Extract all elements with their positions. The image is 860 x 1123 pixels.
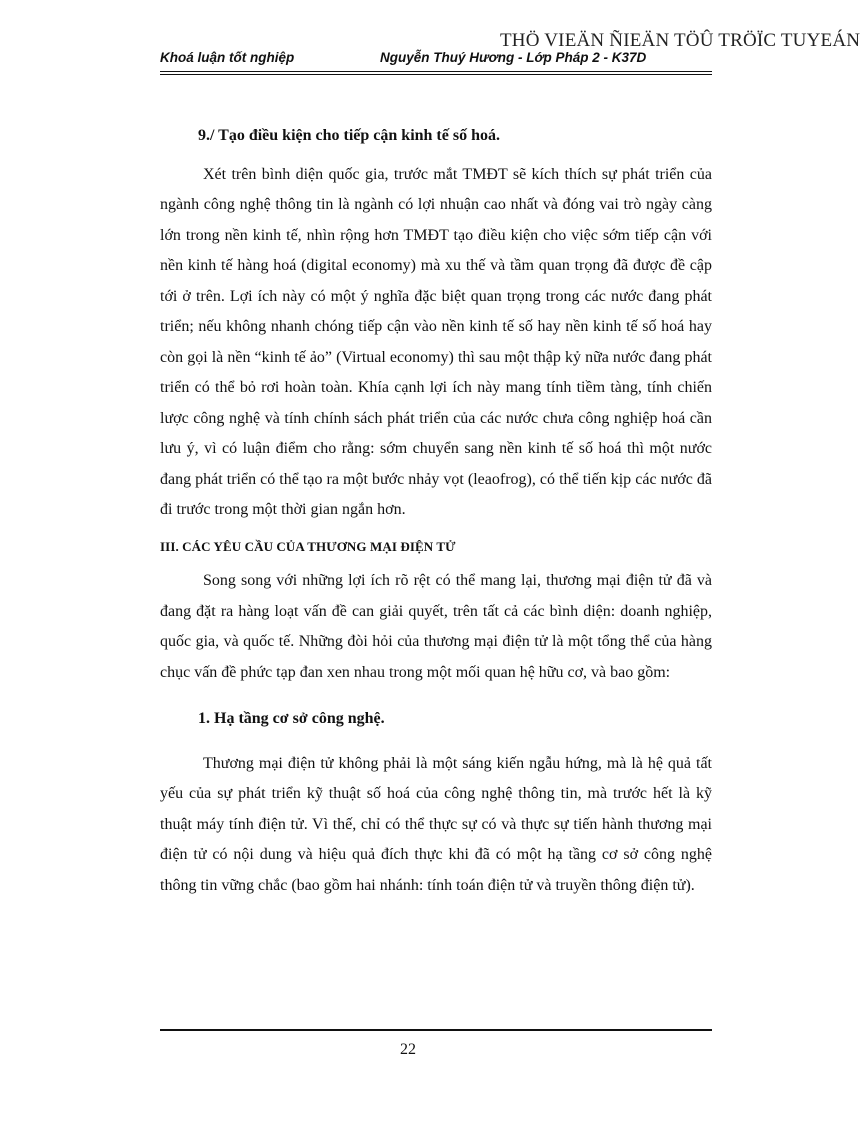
section-9-heading: 9./ Tạo điều kiện cho tiếp cận kinh tế số hoá. [198,127,500,144]
header-author: Nguyễn Thuý Hương - Lớp Pháp 2 - K37D [380,50,647,65]
header-divider [160,71,712,75]
page-body [160,121,712,901]
section-1-paragraph: Thương mại điện tử không phải là một sáng kiến ngẫu hứng, mà là hệ quả tất yếu của sự phát triển kỹ thuật số hoá của công nghệ thông tin, mà trước hết là kỹ thuật máy tính điện tử. Vì thế, chỉ có thể thực sự có và thực sự tiến hành thương mại điện tử có nội dung và hiệu quả đích thực khi đã có một hạ tầng cơ sở công nghệ thông tin vững chắc (bao gồm hai nhánh: tính toán điện tử và truyền thông điện tử). [160,754,712,894]
spacer [160,688,712,700]
watermark-text: THÖ VIEÄN ÑIEÄN TÖÛ TRÖÏC TUYEÁN [500,30,860,51]
footer-divider [160,1029,712,1031]
header-thesis-label: Khoá luận tốt nghiệp [160,50,295,65]
page-number: 22 [400,1041,416,1058]
section-9-paragraph: Xét trên bình diện quốc gia, trước mắt TMĐT sẽ kích thích sự phát triển của ngành công nghệ thông tin là ngành có lợi nhuận cao nhất và đóng vai trò ngày càng lớn trong nền kinh tế, nhìn rộng hơn TMĐT tạo điều kiện cho việc sớm tiếp cận với nền kinh tế hàng hoá (digital economy) mà xu thế và tầm quan trọng đã được đề cập tới ở trên. Lợi ích này có một ý nghĩa đặc biệt quan trọng trong các nước đang phát triển; nếu không nhanh chóng tiếp cận vào nền kinh tế số hay nền kinh tế số hoá hay còn gọi là nền “kinh tế ảo” (Virtual economy) thì sau một thập kỷ nữa nước đang phát triển có thể bỏ rơi hoàn toàn. Khía cạnh lợi ích này mang tính tiềm tàng, tính chiến lược công nghệ và tính chính sách phát triển của các nước chưa công nghiệp hoá cần lưu ý, vì có luận điểm cho rằng: sớm chuyển sang nền kinh tế số hoá thì một nước đang phát triển có thể tạo ra một bước nhảy vọt (leaofrog), có thể tiến kịp các nước đã đi trước trong một thời gian ngắn hơn. [160,165,712,518]
section-1-heading: 1. Hạ tầng cơ sở công nghệ. [198,710,385,727]
part-3-heading: III. CÁC YÊU CẦU CỦA THƯƠNG MẠI ĐIỆN TỬ [160,538,456,554]
part-3-paragraph: Song song với những lợi ích rõ rệt có thể mang lại, thương mại điện tử đã và đang đặt ra hàng loạt vấn đề can giải quyết, trên tất cả các bình diện: doanh nghiệp, quốc gia, và quốc tế. Những đòi hỏi của thương mại điện tử là một tổng thể của hàng chục vấn đề phức tạp đan xen nhau trong một mối quan hệ hữu cơ, và bao gồm: [160,572,712,681]
